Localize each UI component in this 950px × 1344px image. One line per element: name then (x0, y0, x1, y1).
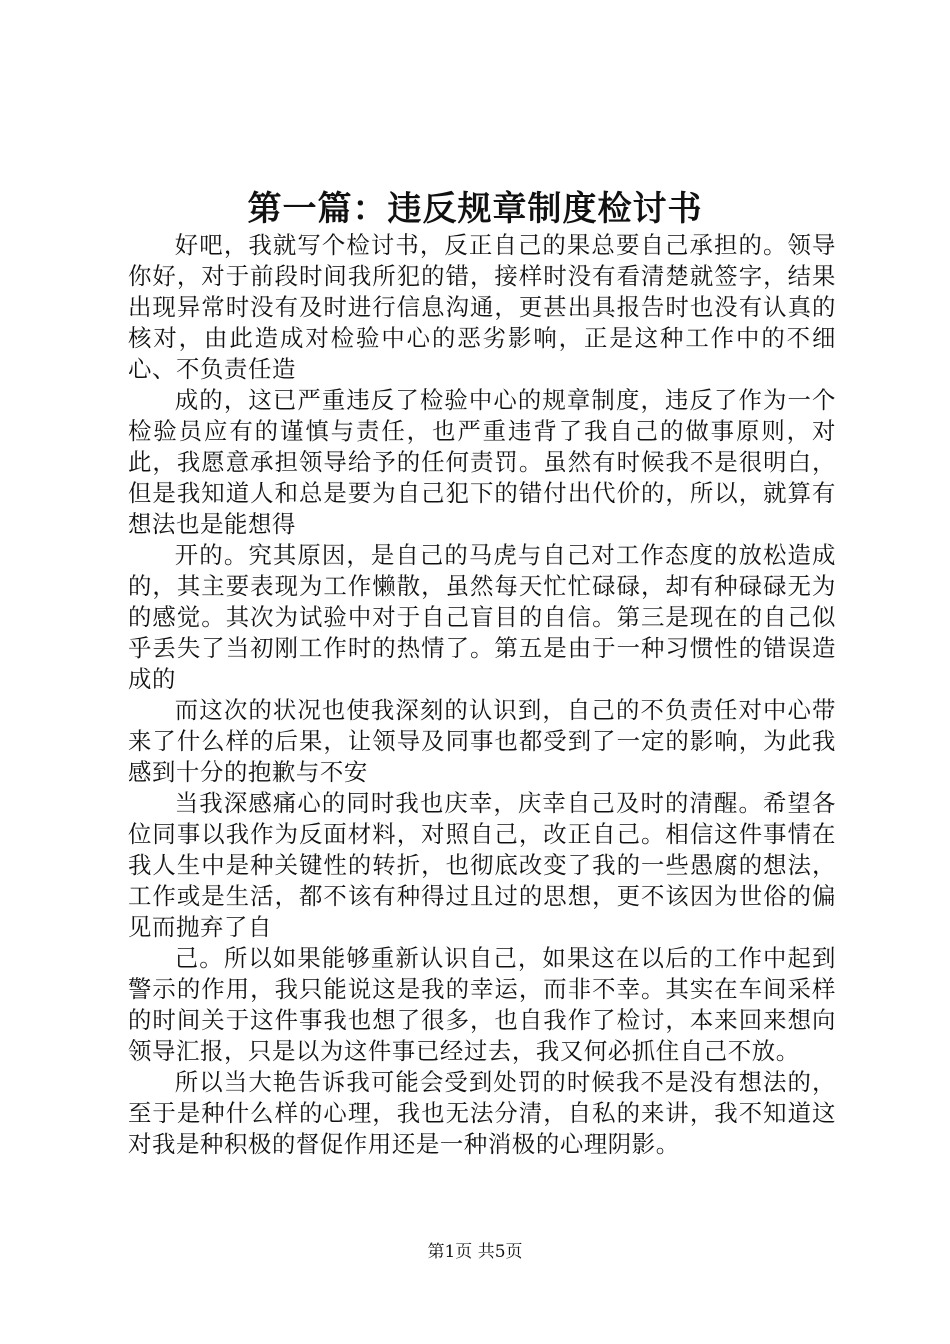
paragraph: 开的。究其原因，是自己的马虎与自己对工作态度的放松造成的，其主要表现为工作懒散，虽然每天忙忙碌碌，却有种碌碌无为的感觉。其次为试验中对于自己盲目的自信。第三是现在的自己似乎丢失了当初刚工作时的热情了。第五是由于一种习惯性的错误造成的 (128, 541, 836, 693)
document-body (128, 230, 836, 1160)
document-title: 第一篇：违反规章制度检讨书 (247, 189, 703, 229)
paragraph: 己。所以如果能够重新认识自己，如果这在以后的工作中起到警示的作用，我只能说这是我的幸运，而非不幸。其实在车间采样的时间关于这件事我也想了很多，也自我作了检讨，本来回来想向领导汇报，只是以为这件事已经过去，我又何必抓住自己不放。 (128, 944, 836, 1065)
paragraph: 当我深感痛心的同时我也庆幸，庆幸自己及时的清醒。希望各位同事以我作为反面材料，对照自己，改正自己。相信这件事情在我人生中是种关键性的转折，也彻底改变了我的一些愚腐的想法，工作或是生活，都不该有种得过且过的思想，更不该因为世俗的偏见而抛弃了自 (128, 789, 836, 941)
paragraph: 好吧，我就写个检讨书，反正自己的果总要自己承担的。领导你好，对于前段时间我所犯的错，接样时没有看清楚就签字，结果出现异常时没有及时进行信息沟通，更甚出具报告时也没有认真的核对，由此造成对检验中心的恶劣影响，正是这种工作中的不细心、不负责任造 (128, 231, 836, 383)
paragraph: 成的，这已严重违反了检验中心的规章制度，违反了作为一个检验员应有的谨慎与责任，也严重违背了我自己的做事原则，对此，我愿意承担领导给予的任何责罚。虽然有时候我不是很明白，但是我知道人和总是要为自己犯下的错付出代价的，所以，就算有想法也是能想得 (128, 386, 836, 538)
page-footer: 第1页 共5页 (427, 1242, 523, 1262)
paragraph: 而这次的状况也使我深刻的认识到，自己的不负责任对中心带来了什么样的后果，让领导及同事也都受到了一定的影响，为此我感到十分的抱歉与不安 (128, 696, 836, 786)
paragraph: 所以当大艳告诉我可能会受到处罚的时候我不是没有想法的，至于是种什么样的心理，我也无法分清，自私的来讲，我不知道这对我是种积极的督促作用还是一种消极的心理阴影。 (128, 1068, 836, 1158)
